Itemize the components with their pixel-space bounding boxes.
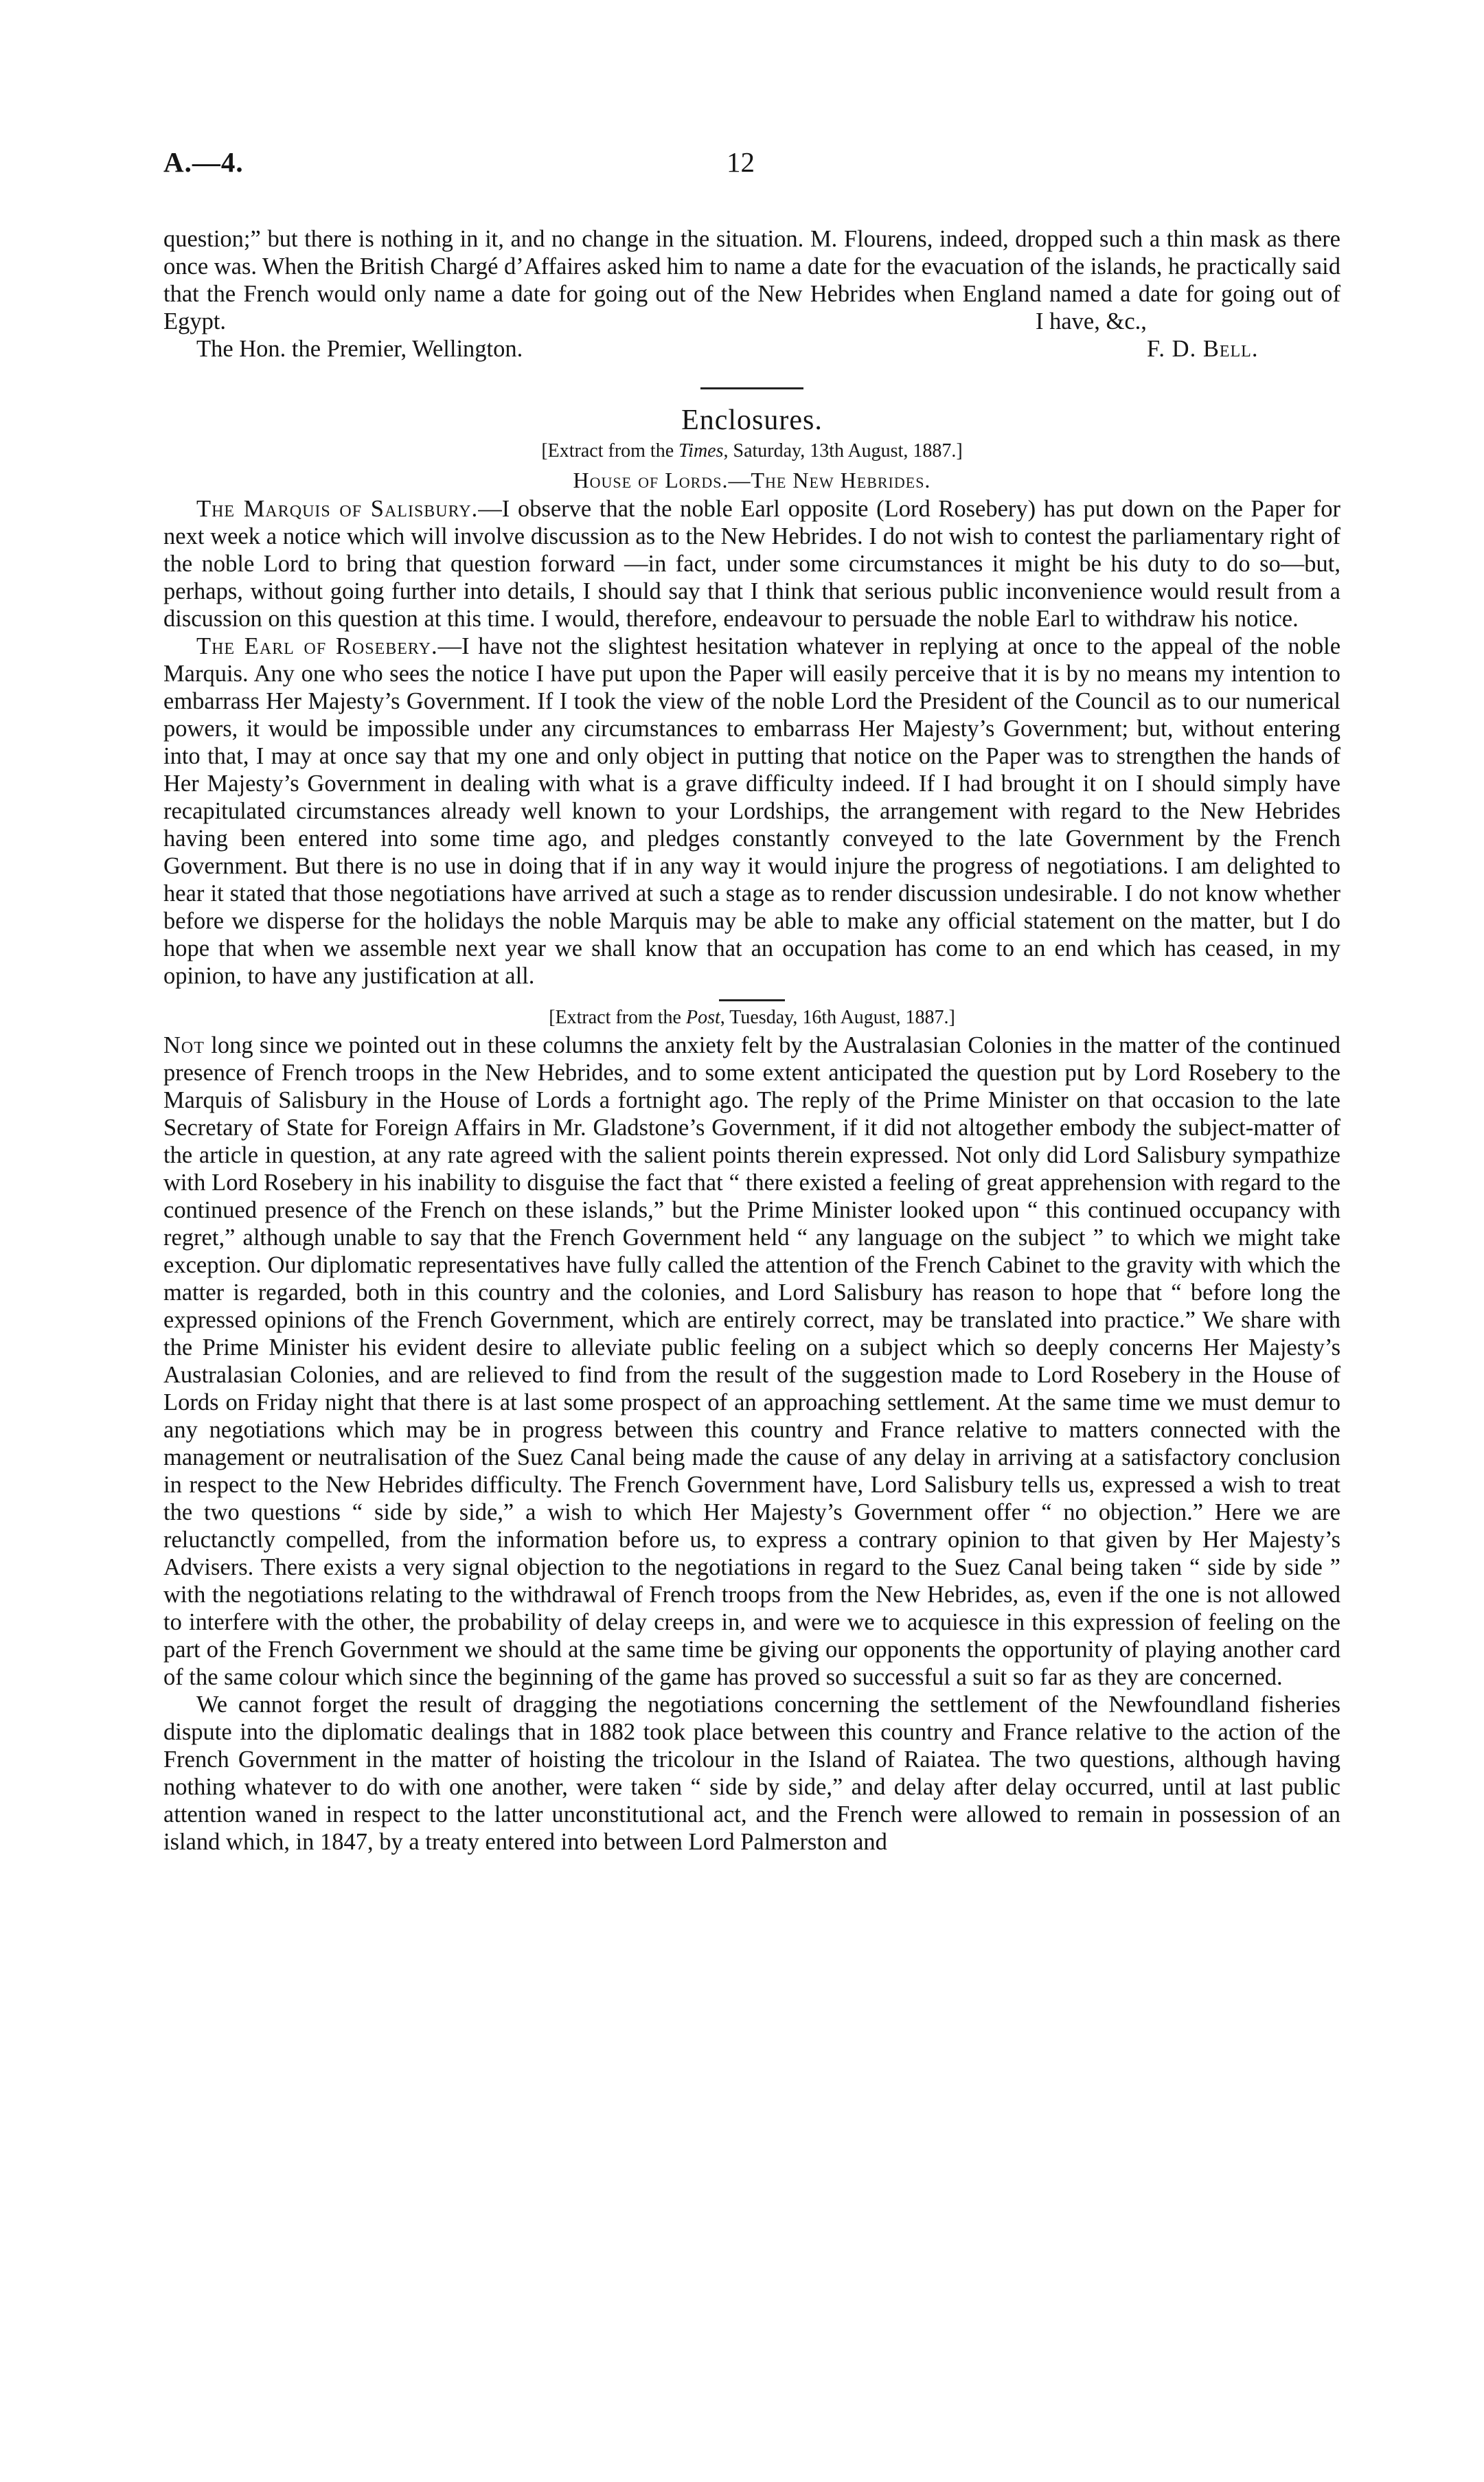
extract-suffix: , Saturday, 13th August, 1887.] xyxy=(723,440,963,462)
rosebery-text: —I have not the slightest hesitation whatever in replying at once to the appeal of the noble Marquis. Any one who sees the notice I have put upon the Paper will easily perceive that it is by no means my intention to embarrass Her Majesty’s Government. If I took the view of the noble Lord the President of the Council as to our numerical powers, it would be impossible under any circumstances to embarrass Her Majesty’s Government; but, without entering into that, I may at once say that my one and only object in putting that notice on the Paper was to strengthen the hands of Her Majesty’s Government in dealing with what is a grave difficulty indeed. If I had brought it on I should simply have recapitulated circumstances already well known to your Lordships, the arrangement with regard to the New Hebrides having been entered into some time ago, and pledges constantly conveyed to the late Government by the French Government. But there is no use in doing that if in any way it would injure the progress of negotiations. I am delighted to hear it stated that those negotiations have arrived at such a stage as to render discussion undesirable. I do not know whether before we disperse for the holidays the noble Marquis may be able to make any official statement on the matter, but I do hope that when we assemble next year we shall know that an occupation has come to an end which has ceased, in my opinion, to have any justification at all. xyxy=(163,633,1341,989)
rosebery-paragraph xyxy=(163,633,1340,990)
post-paragraph-1-text: long since we pointed out in these columns the anxiety felt by the Australasian Colonies in the matter of the continued presence of French troops in the New Hebrides, and to some extent anticipated the question put by Lord Rosebery to the Marquis of Salisbury in the House of Lords a fortnight ago. The reply of the Prime Minister on that occasion to the late Secretary of State for Foreign Affairs in Mr. Gladstone’s Government, if it did not altogether embody the subject-matter of the article in question, at any rate agreed with the salient points therein expressed. Not only did Lord Salisbury sympathize with Lord Rosebery in his inability to disguise the fact that “ there existed a feeling of great apprehension with regard to the continued presence of the French on these islands,” but the Prime Minister looked upon “ this continued occupancy with regret,” although unable to say that the French Government held “ any language on the subject ” to which we might take exception. Our diplomatic representatives have fully called the attention of the French Cabinet to the gravity with which the matter is regarded, both in this country and the colonies, and Lord Salisbury has reason to hope that “ before long the expressed opinions of the French Government, which are entirely correct, may be translated into practice.” We share with the Prime Minister his evident desire to alleviate public feeling on a subject which so deeply concerns Her Majesty’s Australasian Colonies, and are relieved to find from the result of the suggestion made to Lord Rosebery in the House of Lords on Friday night that there is at last some prospect of an approaching settlement. At the same time we must demur to any negotiations which may be in progress between this country and France relative to matters connected with the management or neutralisation of the Suez Canal being made the cause of any delay in arriving at a satisfactory conclusion in respect to the New Hebrides difficulty. The French Government have, Lord Salisbury tells us, expressed a wish to treat the two questions “ side by side,” a wish to which Her Majesty’s Government offer “ no objection.” Here we are reluctanctly compelled, from the information before us, to express a contrary opinion to that given by Her Majesty’s Advisers. There exists a very signal objection to the negotiations in regard to the Suez Canal being taken “ side by side ” with the negotiations relating to the withdrawal of French troops from the New Hebrides, as, even if the one is not allowed to interfere with the other, the probability of delay creeps in, and were we to acquiesce in this expression of feeling on the part of the French Government we should at the same time be giving our opponents the opportunity of playing another card of the same colour which since the beginning of the game has proved so successful a suit so far as they are concerned. xyxy=(163,1032,1340,1690)
extract-paper: Times xyxy=(678,440,724,462)
post-lead-word: Not xyxy=(163,1032,205,1058)
letter-signature-row xyxy=(163,335,1340,363)
page-number: 12 xyxy=(727,146,755,178)
extract-prefix: [Extract from the xyxy=(549,1007,686,1028)
letter-paragraph: question;” but there is nothing in it, and no change in the situation. M. Flourens, indeed, dropped such a thin mask as there once was. When the British Chargé d’Affaires asked him to name a date for the evacuation of the islands, he practically said that the French would only name a date for going out of the New Hebrides when England named a date for going out of Egypt. xyxy=(163,226,1340,334)
letter-signature: F. D. Bell. xyxy=(1147,336,1259,362)
times-subheading: House of Lords.—The New Hebrides. xyxy=(573,468,931,492)
page-header xyxy=(163,146,1340,187)
extract-suffix: , Tuesday, 16th August, 1887.] xyxy=(720,1007,955,1028)
salisbury-paragraph xyxy=(163,495,1340,633)
letter-addressee: The Hon. the Premier, Wellington. xyxy=(196,336,523,362)
enclosures-heading: Enclosures. xyxy=(681,405,823,436)
post-paragraph-1 xyxy=(163,1032,1340,1691)
post-extract-source xyxy=(163,1004,1340,1032)
letter-closing-row xyxy=(163,308,1340,335)
post-paragraph-2: We cannot forget the result of dragging the negotiations concerning the settlement of the Newfoundland fisheries dispute into the diplomatic dealings that in 1882 took place between this country and France relative to the action of the French Government in the matter of hoisting the tricolour in the Island of Raiatea. The two questions, although having nothing whatever to do with one another, were taken “ side by side,” and delay after delay occurred, until at last public attention waned in respect to the latter unconstitutional act, and the French were allowed to remain in possession of an island which, in 1847, by a treaty entered into between Lord Palmerston and xyxy=(163,1692,1340,1855)
salisbury-text: —I observe that the noble Earl opposite (Lord Rosebery) has put down on the Paper for next week a notice which will involve discussion as to the New Hebrides. I do not wish to contest the parliamentary right of the noble Lord to bring that question forward —in fact, under some circumstances it might be his duty to do so—but, perhaps, without going further into details, I should say that I think that serious public inconvenience would result from a discussion on this question at this time. I would, therefore, endeavour to persuade the noble Earl to withdraw his notice. xyxy=(163,496,1341,632)
speaker-rosebery: The Earl of Rosebery. xyxy=(196,633,438,659)
speaker-salisbury: The Marquis of Salisbury. xyxy=(196,496,479,522)
extract-paper: Post xyxy=(686,1007,720,1028)
page-body xyxy=(163,225,1340,1856)
letter-closing: I have, &c., xyxy=(1036,308,1147,334)
times-extract-source xyxy=(163,437,1340,465)
document-reference: A.—4. xyxy=(163,146,244,178)
extract-prefix: [Extract from the xyxy=(541,440,679,462)
